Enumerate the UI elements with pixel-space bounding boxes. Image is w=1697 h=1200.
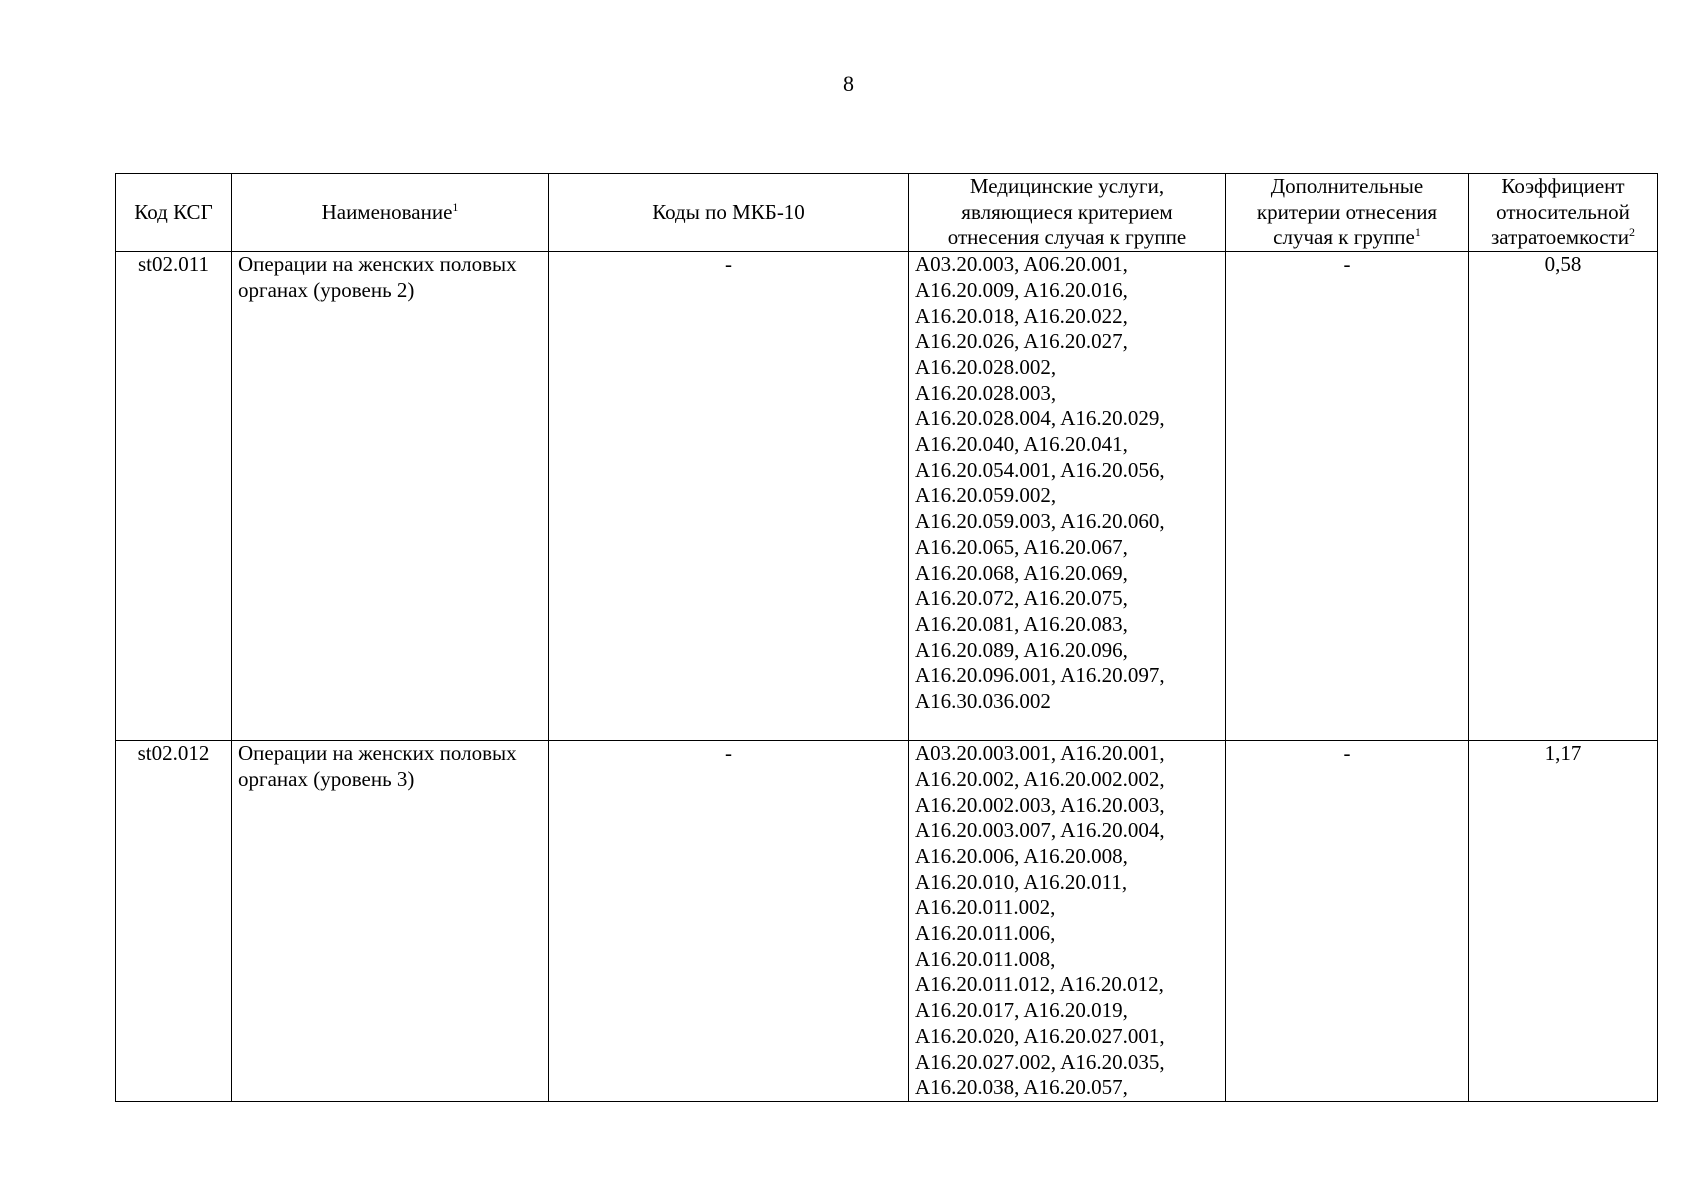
header-code: Код КСГ	[116, 174, 232, 252]
header-services: Медицинские услуги, являющиеся критерием отнесения случая к группе	[909, 174, 1226, 252]
cell-coefficient: 1,17	[1469, 741, 1658, 1102]
footnote-marker: 1	[452, 199, 459, 214]
cell-extra-criteria: -	[1226, 741, 1469, 1102]
cell-extra-criteria: -	[1226, 252, 1469, 741]
footnote-marker: 2	[1628, 225, 1635, 240]
table-row	[116, 252, 1658, 741]
header-mkb: Коды по МКБ-10	[549, 174, 909, 252]
cell-mkb: -	[549, 252, 909, 741]
header-name: Наименование$^1$	[232, 174, 549, 252]
table-header-row	[116, 174, 1658, 252]
table-row	[116, 741, 1658, 1102]
cell-name: Операции на женских половых органах (уровень 2)	[232, 252, 549, 741]
cell-code: st02.012	[116, 741, 232, 1102]
ksg-table	[115, 173, 1658, 1102]
cell-name: Операции на женских половых органах (уровень 3)	[232, 741, 549, 1102]
cell-services: A03.20.003, A06.20.001, A16.20.009, A16.20.016, A16.20.018, A16.20.022, A16.20.026, A16.20.027, A16.20.028.002, A16.20.028.003, A16.20.028.004, A16.20.029, A16.20.040, A16.20.041, A16.20.054.001, A16.20.056, A16.20.059.002, A16.20.059.003, A16.20.060, A16.20.065, A16.20.067, A16.20.068, A16.20.069, A16.20.072, A16.20.075, A16.20.081, A16.20.083, A16.20.089, A16.20.096, A16.20.096.001, A16.20.097, A16.30.036.002	[909, 252, 1226, 741]
cell-coefficient: 0,58	[1469, 252, 1658, 741]
cell-services: A03.20.003.001, A16.20.001, A16.20.002, A16.20.002.002, A16.20.002.003, A16.20.003, A16.20.003.007, A16.20.004, A16.20.006, A16.20.008, A16.20.010, A16.20.011, A16.20.011.002, A16.20.011.006, A16.20.011.008, A16.20.011.012, A16.20.012, A16.20.017, A16.20.019, A16.20.020, A16.20.027.001, A16.20.027.002, A16.20.035, A16.20.038, A16.20.057,	[909, 741, 1226, 1102]
page-number: 8	[843, 71, 854, 96]
cell-code: st02.011	[116, 252, 232, 741]
header-extra-criteria: Дополнительные критерии отнесения случая к группе$^1$	[1226, 174, 1469, 252]
header-coefficient: Коэффициент относительной затратоемкости$^2$	[1469, 174, 1658, 252]
footnote-marker: 1	[1414, 225, 1421, 240]
cell-mkb: -	[549, 741, 909, 1102]
